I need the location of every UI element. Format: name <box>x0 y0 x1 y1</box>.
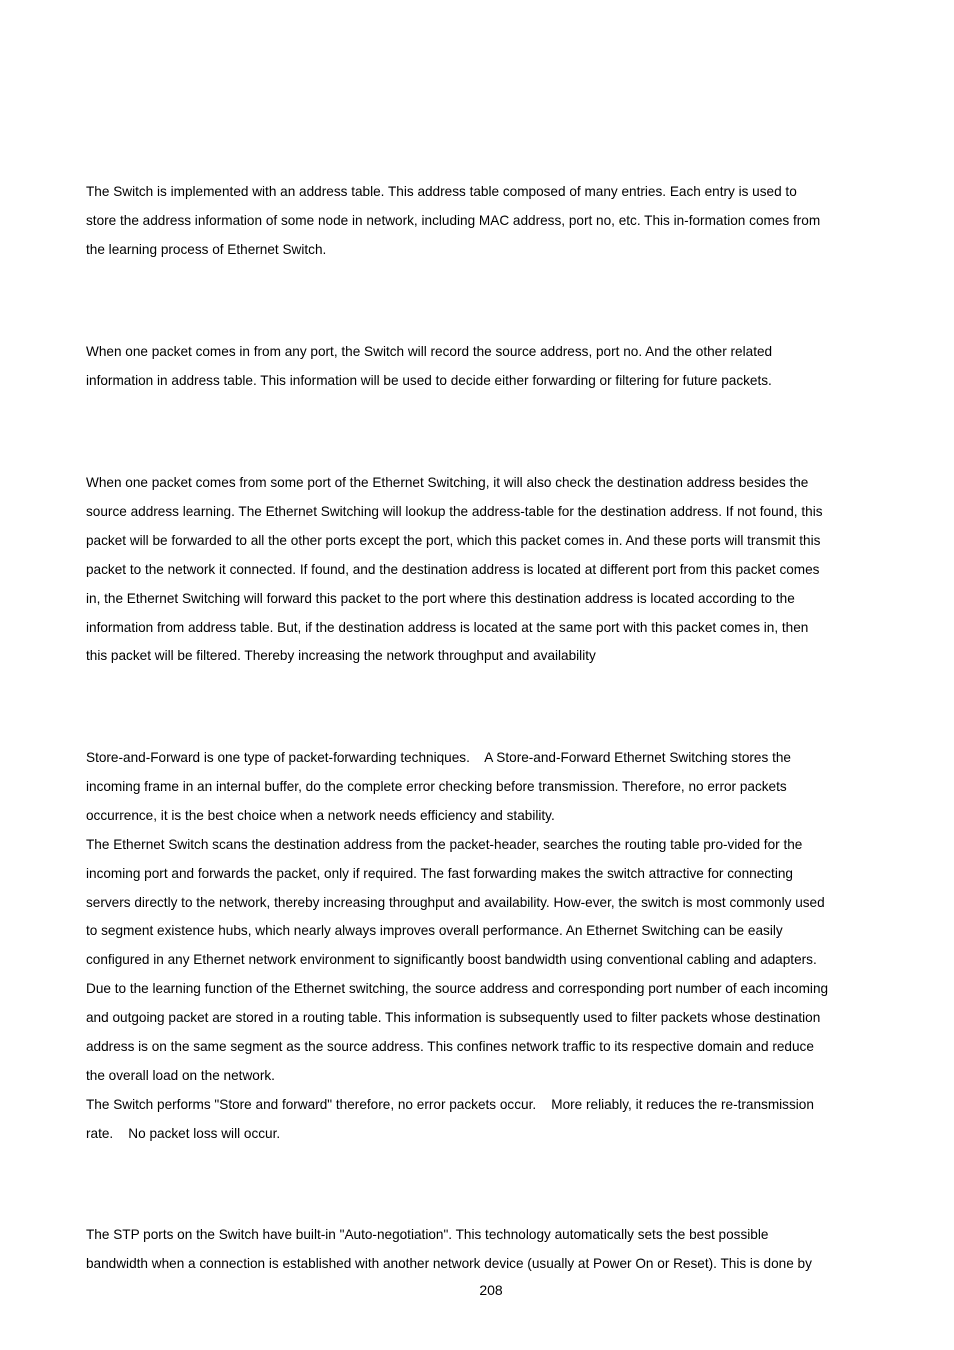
text-line: occurrence, it is the best choice when a network needs efficiency and stability. <box>86 807 555 823</box>
text-line: address is on the same segment as the source address. This confines network traffic to its respective domain and reduce <box>86 1039 814 1055</box>
paragraph-learning <box>86 338 872 396</box>
page-number: 208 <box>479 1282 503 1298</box>
text-line: The Switch is implemented with an address table. This address table composed of many entries. Each entry is used to <box>86 184 797 199</box>
text-line: in, the Ethernet Switching will forward this packet to the port where this destination address is located according to the <box>86 590 795 606</box>
text-line: The Switch performs "Store and forward" therefore, no error packets occur. More reliably, it reduces the re-transmission <box>86 1096 814 1112</box>
text-line: this packet will be filtered. Thereby increasing the network throughput and availability <box>86 648 596 664</box>
paragraph-store-and-forward <box>86 744 872 1149</box>
text-line: The STP ports on the Switch have built-in "Auto-negotiation". This technology automatically sets the best possible <box>86 1227 769 1242</box>
text-line: Store-and-Forward is one type of packet-forwarding techniques. A Store-and-Forward Ethernet Switching stores the <box>86 750 791 765</box>
text-line: rate. No packet loss will occur. <box>86 1125 281 1141</box>
text-line: When one packet comes from some port of the Ethernet Switching, it will also check the destination address besides the <box>86 475 809 490</box>
text-line: The Ethernet Switch scans the destination address from the packet-header, searches the routing table pro-vided for the <box>86 836 803 852</box>
text-line: source address learning. The Ethernet Switching will lookup the address-table for the destination address. If not found, this <box>86 503 823 519</box>
paragraph-address-table <box>86 178 872 265</box>
text-line: incoming port and forwards the packet, only if required. The fast forwarding makes the switch attractive for connecting <box>86 865 793 881</box>
text-line: configured in any Ethernet network environment to significantly boost bandwidth using conventional cabling and adapters. <box>86 952 817 968</box>
text-line: store the address information of some node in network, including MAC address, port no, etc. This in-formation comes from <box>86 212 821 228</box>
text-line: servers directly to the network, thereby increasing throughput and availability. How-ever, the switch is most commonly used <box>86 894 825 910</box>
text-line: the overall load on the network. <box>86 1067 275 1083</box>
text-line: packet to the network it connected. If found, and the destination address is located at different port from this packet comes <box>86 561 820 577</box>
text-line: information from address table. But, if the destination address is located at the same port with this packet comes in, then <box>86 619 809 635</box>
text-line: the learning process of Ethernet Switch. <box>86 241 327 257</box>
text-line: to segment existence hubs, which nearly always improves overall performance. An Ethernet Switching can be easily <box>86 923 783 939</box>
text-line: When one packet comes in from any port, the Switch will record the source address, port no. And the other related <box>86 344 773 359</box>
text-line: information in address table. This information will be used to decide either forwarding or filtering for future packets. <box>86 372 772 388</box>
text-line: bandwidth when a connection is established with another network device (usually at Power On or Reset). This is done by <box>86 1255 812 1271</box>
paragraph-forwarding-filtering <box>86 469 872 671</box>
text-line: packet will be forwarded to all the other ports except the port, which this packet comes in. And these ports will transmit this <box>86 532 821 548</box>
text-line: Due to the learning function of the Ethernet switching, the source address and corresponding port number of each incoming <box>86 981 829 997</box>
text-line: incoming frame in an internal buffer, do the complete error checking before transmission. Therefore, no error packets <box>86 778 787 794</box>
text-line: and outgoing packet are stored in a routing table. This information is subsequently used to filter packets whose destination <box>86 1010 821 1026</box>
paragraph-auto-negotiation <box>86 1221 872 1279</box>
